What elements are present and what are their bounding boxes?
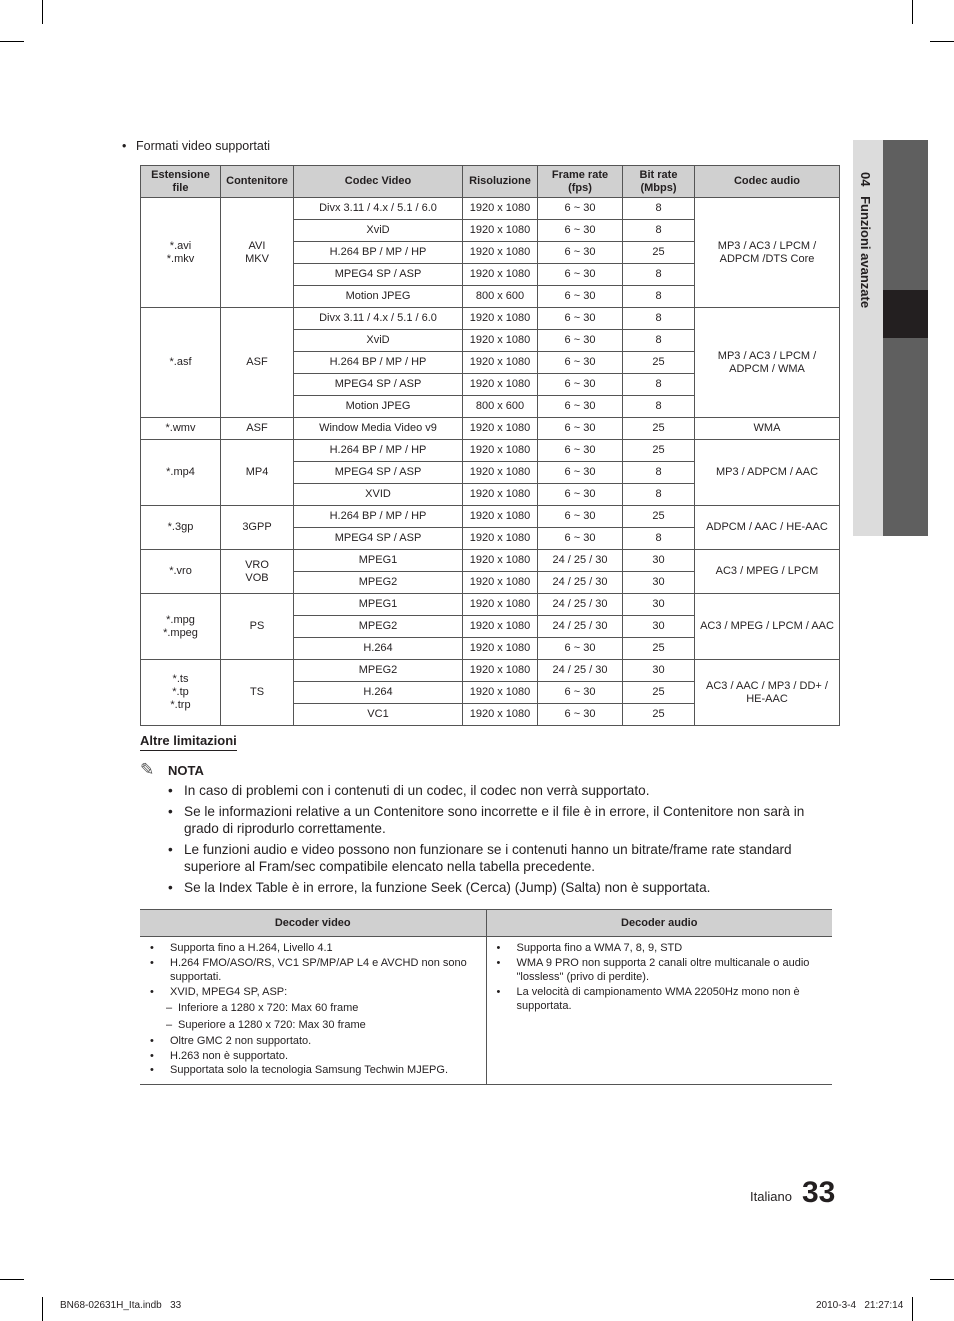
audio-codec-cell: MP3 / AC3 / LPCM / ADPCM / WMA bbox=[695, 308, 840, 418]
crop-mark bbox=[930, 1279, 954, 1280]
resolution-cell: 1920 x 1080 bbox=[463, 616, 538, 638]
resolution-cell: 1920 x 1080 bbox=[463, 704, 538, 726]
video-decoder-header: Decoder video bbox=[140, 910, 486, 937]
list-item: • XVID, MPEG4 SP, ASP: bbox=[150, 985, 288, 998]
codec-cell: H.264 BP / MP / HP bbox=[294, 440, 463, 462]
video-decoder-cell bbox=[140, 937, 486, 1085]
bitrate-cell: 30 bbox=[623, 550, 695, 572]
bitrate-cell: 8 bbox=[623, 286, 695, 308]
extension-cell: *.mpg *.mpeg bbox=[141, 594, 221, 660]
table-row bbox=[141, 440, 840, 462]
col-header: Codec Video bbox=[294, 166, 463, 198]
resolution-cell: 1920 x 1080 bbox=[463, 440, 538, 462]
video-formats-table bbox=[140, 165, 840, 726]
codec-cell: Window Media Video v9 bbox=[294, 418, 463, 440]
resolution-cell: 1920 x 1080 bbox=[463, 660, 538, 682]
table-row bbox=[141, 550, 840, 572]
resolution-cell: 1920 x 1080 bbox=[463, 418, 538, 440]
codec-cell: XVID bbox=[294, 484, 463, 506]
crop-mark bbox=[0, 41, 24, 42]
extension-cell: *.avi *.mkv bbox=[141, 198, 221, 308]
framerate-cell: 6 ~ 30 bbox=[538, 462, 623, 484]
col-header: Estensione file bbox=[141, 166, 221, 198]
resolution-cell: 1920 x 1080 bbox=[463, 638, 538, 660]
codec-cell: VC1 bbox=[294, 704, 463, 726]
bitrate-cell: 8 bbox=[623, 484, 695, 506]
extension-cell: *.3gp bbox=[141, 506, 221, 550]
table-header-row bbox=[140, 910, 832, 937]
list-item: • H.264 FMO/ASO/RS, VC1 SP/MP/AP L4 e AVCHD non sono supportati. bbox=[150, 956, 467, 983]
framerate-cell: 6 ~ 30 bbox=[538, 704, 623, 726]
codec-cell: H.264 BP / MP / HP bbox=[294, 506, 463, 528]
bitrate-cell: 30 bbox=[623, 616, 695, 638]
framerate-cell: 6 ~ 30 bbox=[538, 506, 623, 528]
framerate-cell: 24 / 25 / 30 bbox=[538, 660, 623, 682]
audio-codec-cell: WMA bbox=[695, 418, 840, 440]
container-cell: 3GPP bbox=[221, 506, 294, 550]
page-number: 33 bbox=[802, 1176, 836, 1209]
resolution-cell: 1920 x 1080 bbox=[463, 330, 538, 352]
table-body bbox=[141, 198, 840, 726]
resolution-cell: 1920 x 1080 bbox=[463, 220, 538, 242]
resolution-cell: 800 x 600 bbox=[463, 286, 538, 308]
resolution-cell: 1920 x 1080 bbox=[463, 242, 538, 264]
codec-cell: H.264 BP / MP / HP bbox=[294, 242, 463, 264]
list-item: • WMA 9 PRO non supporta 2 canali oltre multicanale o audio "lossless" (privo di perdite). bbox=[496, 956, 810, 983]
col-header: Codec audio bbox=[695, 166, 840, 198]
container-cell: TS bbox=[221, 660, 294, 726]
crop-mark bbox=[42, 0, 43, 24]
codec-cell: MPEG2 bbox=[294, 572, 463, 594]
framerate-cell: 6 ~ 30 bbox=[538, 242, 623, 264]
bitrate-cell: 30 bbox=[623, 660, 695, 682]
bitrate-cell: 8 bbox=[623, 220, 695, 242]
list-item: • Se la Index Table è in errore, la funzione Seek (Cerca) (Jump) (Salta) non è supportata. bbox=[168, 880, 711, 895]
bitrate-cell: 25 bbox=[623, 242, 695, 264]
bitrate-cell: 25 bbox=[623, 352, 695, 374]
note-label: NOTA bbox=[168, 763, 204, 778]
resolution-cell: 1920 x 1080 bbox=[463, 506, 538, 528]
list-item: • In caso di problemi con i contenuti di un codec, il codec non verrà supportato. bbox=[168, 783, 650, 798]
framerate-cell: 6 ~ 30 bbox=[538, 396, 623, 418]
codec-cell: MPEG4 SP / ASP bbox=[294, 264, 463, 286]
extension-cell: *.ts *.tp *.trp bbox=[141, 660, 221, 726]
framerate-cell: 24 / 25 / 30 bbox=[538, 572, 623, 594]
framerate-cell: 6 ~ 30 bbox=[538, 330, 623, 352]
sub-list-item: – Inferiore a 1280 x 720: Max 60 frame bbox=[166, 1002, 359, 1014]
framerate-cell: 6 ~ 30 bbox=[538, 638, 623, 660]
audio-decoder-cell bbox=[486, 937, 832, 1085]
container-cell: ASF bbox=[221, 418, 294, 440]
table-row bbox=[141, 594, 840, 616]
framerate-cell: 24 / 25 / 30 bbox=[538, 594, 623, 616]
codec-cell: MPEG1 bbox=[294, 550, 463, 572]
codec-cell: MPEG4 SP / ASP bbox=[294, 462, 463, 484]
bitrate-cell: 8 bbox=[623, 264, 695, 286]
resolution-cell: 1920 x 1080 bbox=[463, 528, 538, 550]
extension-cell: *.vro bbox=[141, 550, 221, 594]
bitrate-cell: 25 bbox=[623, 440, 695, 462]
framerate-cell: 6 ~ 30 bbox=[538, 286, 623, 308]
resolution-cell: 1920 x 1080 bbox=[463, 572, 538, 594]
bitrate-cell: 8 bbox=[623, 462, 695, 484]
audio-codec-cell: AC3 / MPEG / LPCM / AAC bbox=[695, 594, 840, 660]
bitrate-cell: 8 bbox=[623, 528, 695, 550]
bitrate-cell: 30 bbox=[623, 572, 695, 594]
bitrate-cell: 25 bbox=[623, 638, 695, 660]
resolution-cell: 1920 x 1080 bbox=[463, 462, 538, 484]
container-cell: AVI MKV bbox=[221, 198, 294, 308]
bitrate-cell: 25 bbox=[623, 682, 695, 704]
extension-cell: *.mp4 bbox=[141, 440, 221, 506]
framerate-cell: 6 ~ 30 bbox=[538, 484, 623, 506]
codec-cell: H.264 bbox=[294, 638, 463, 660]
framerate-cell: 6 ~ 30 bbox=[538, 528, 623, 550]
codec-cell: XviD bbox=[294, 330, 463, 352]
list-item: • Supporta fino a H.264, Livello 4.1 bbox=[150, 942, 333, 954]
crop-mark bbox=[0, 1279, 24, 1280]
resolution-cell: 1920 x 1080 bbox=[463, 682, 538, 704]
table-row bbox=[141, 198, 840, 220]
framerate-cell: 6 ~ 30 bbox=[538, 418, 623, 440]
container-cell: MP4 bbox=[221, 440, 294, 506]
table-header-row bbox=[141, 166, 840, 198]
crop-mark bbox=[912, 1297, 913, 1321]
chapter-number: 04 bbox=[858, 172, 873, 187]
sub-list-item: – Superiore a 1280 x 720: Max 30 frame bbox=[166, 1018, 366, 1031]
list-item: • La velocità di campionamento WMA 22050Hz mono non è supportata. bbox=[496, 985, 800, 1012]
extension-cell: *.wmv bbox=[141, 418, 221, 440]
col-header: Contenitore bbox=[221, 166, 294, 198]
container-cell: VRO VOB bbox=[221, 550, 294, 594]
audio-codec-cell: AC3 / AAC / MP3 / DD+ / HE-AAC bbox=[695, 660, 840, 726]
col-header: Frame rate (fps) bbox=[538, 166, 623, 198]
bitrate-cell: 8 bbox=[623, 396, 695, 418]
bitrate-cell: 8 bbox=[623, 198, 695, 220]
container-cell: PS bbox=[221, 594, 294, 660]
bitrate-cell: 8 bbox=[623, 374, 695, 396]
framerate-cell: 6 ~ 30 bbox=[538, 682, 623, 704]
framerate-cell: 6 ~ 30 bbox=[538, 198, 623, 220]
col-header: Bit rate (Mbps) bbox=[623, 166, 695, 198]
codec-cell: MPEG2 bbox=[294, 660, 463, 682]
bitrate-cell: 25 bbox=[623, 704, 695, 726]
list-item: • Se le informazioni relative a un Contenitore sono incorrette e il file è in errore, il Contenitore non sarà in grado di riprodurlo correttamente. bbox=[168, 804, 805, 836]
codec-cell: Motion JPEG bbox=[294, 286, 463, 308]
audio-codec-cell: ADPCM / AAC / HE-AAC bbox=[695, 506, 840, 550]
bitrate-cell: 30 bbox=[623, 594, 695, 616]
resolution-cell: 1920 x 1080 bbox=[463, 550, 538, 572]
codec-cell: MPEG4 SP / ASP bbox=[294, 374, 463, 396]
framerate-cell: 6 ~ 30 bbox=[538, 352, 623, 374]
file-info: BN68-02631H_Ita.indb 33 bbox=[60, 1300, 182, 1311]
active-chapter-marker bbox=[883, 290, 928, 338]
table-row bbox=[140, 937, 832, 1085]
codec-cell: MPEG4 SP / ASP bbox=[294, 528, 463, 550]
crop-mark bbox=[42, 1297, 43, 1321]
resolution-cell: 1920 x 1080 bbox=[463, 374, 538, 396]
section-title: • Formati video supportati bbox=[122, 139, 271, 153]
pencil-icon: ✎ bbox=[140, 760, 155, 779]
notes-list bbox=[168, 782, 808, 900]
audio-codec-cell: MP3 / ADPCM / AAC bbox=[695, 440, 840, 506]
codec-cell: Motion JPEG bbox=[294, 396, 463, 418]
framerate-cell: 24 / 25 / 30 bbox=[538, 616, 623, 638]
bitrate-cell: 8 bbox=[623, 330, 695, 352]
resolution-cell: 800 x 600 bbox=[463, 396, 538, 418]
codec-cell: H.264 bbox=[294, 682, 463, 704]
framerate-cell: 6 ~ 30 bbox=[538, 220, 623, 242]
extension-cell: *.asf bbox=[141, 308, 221, 418]
print-timestamp: 2010-3-4 21:27:14 bbox=[816, 1300, 904, 1311]
audio-codec-cell: AC3 / MPEG / LPCM bbox=[695, 550, 840, 594]
framerate-cell: 24 / 25 / 30 bbox=[538, 550, 623, 572]
note-heading bbox=[140, 760, 204, 780]
codec-cell: Divx 3.11 / 4.x / 5.1 / 6.0 bbox=[294, 308, 463, 330]
codec-cell: MPEG1 bbox=[294, 594, 463, 616]
list-item: • H.263 non è supportato. bbox=[150, 1049, 289, 1062]
resolution-cell: 1920 x 1080 bbox=[463, 594, 538, 616]
other-limits-title: Altre limitazioni bbox=[140, 733, 237, 751]
decoder-table bbox=[140, 909, 832, 1085]
crop-mark bbox=[930, 41, 954, 42]
resolution-cell: 1920 x 1080 bbox=[463, 264, 538, 286]
framerate-cell: 6 ~ 30 bbox=[538, 440, 623, 462]
col-header: Risoluzione bbox=[463, 166, 538, 198]
codec-cell: XviD bbox=[294, 220, 463, 242]
audio-codec-cell: MP3 / AC3 / LPCM / ADPCM /DTS Core bbox=[695, 198, 840, 308]
bitrate-cell: 25 bbox=[623, 506, 695, 528]
resolution-cell: 1920 x 1080 bbox=[463, 352, 538, 374]
framerate-cell: 6 ~ 30 bbox=[538, 264, 623, 286]
framerate-cell: 6 ~ 30 bbox=[538, 308, 623, 330]
container-cell: ASF bbox=[221, 308, 294, 418]
framerate-cell: 6 ~ 30 bbox=[538, 374, 623, 396]
list-item: • Supportata solo la tecnologia Samsung Techwin MJEPG. bbox=[150, 1064, 449, 1076]
list-item: • Supporta fino a WMA 7, 8, 9, STD bbox=[496, 942, 683, 954]
language-label: Italiano bbox=[750, 1189, 792, 1204]
chapter-label bbox=[858, 172, 873, 308]
table-row bbox=[141, 418, 840, 440]
crop-mark bbox=[912, 0, 913, 24]
table-row bbox=[141, 660, 840, 682]
bitrate-cell: 25 bbox=[623, 418, 695, 440]
resolution-cell: 1920 x 1080 bbox=[463, 484, 538, 506]
audio-decoder-header: Decoder audio bbox=[486, 910, 832, 937]
codec-cell: H.264 BP / MP / HP bbox=[294, 352, 463, 374]
resolution-cell: 1920 x 1080 bbox=[463, 308, 538, 330]
table-row bbox=[141, 308, 840, 330]
codec-cell: Divx 3.11 / 4.x / 5.1 / 6.0 bbox=[294, 198, 463, 220]
bitrate-cell: 8 bbox=[623, 308, 695, 330]
codec-cell: MPEG2 bbox=[294, 616, 463, 638]
list-item: • Oltre GMC 2 non supportato. bbox=[150, 1035, 312, 1047]
resolution-cell: 1920 x 1080 bbox=[463, 198, 538, 220]
chapter-title: Funzioni avanzate bbox=[858, 196, 873, 309]
table-row bbox=[141, 506, 840, 528]
list-item: • Le funzioni audio e video possono non funzionare se i contenuti hanno un bitrate/frame rate standard superiore al Fram/sec compatibile elencato nella tabella precedente. bbox=[168, 842, 792, 874]
